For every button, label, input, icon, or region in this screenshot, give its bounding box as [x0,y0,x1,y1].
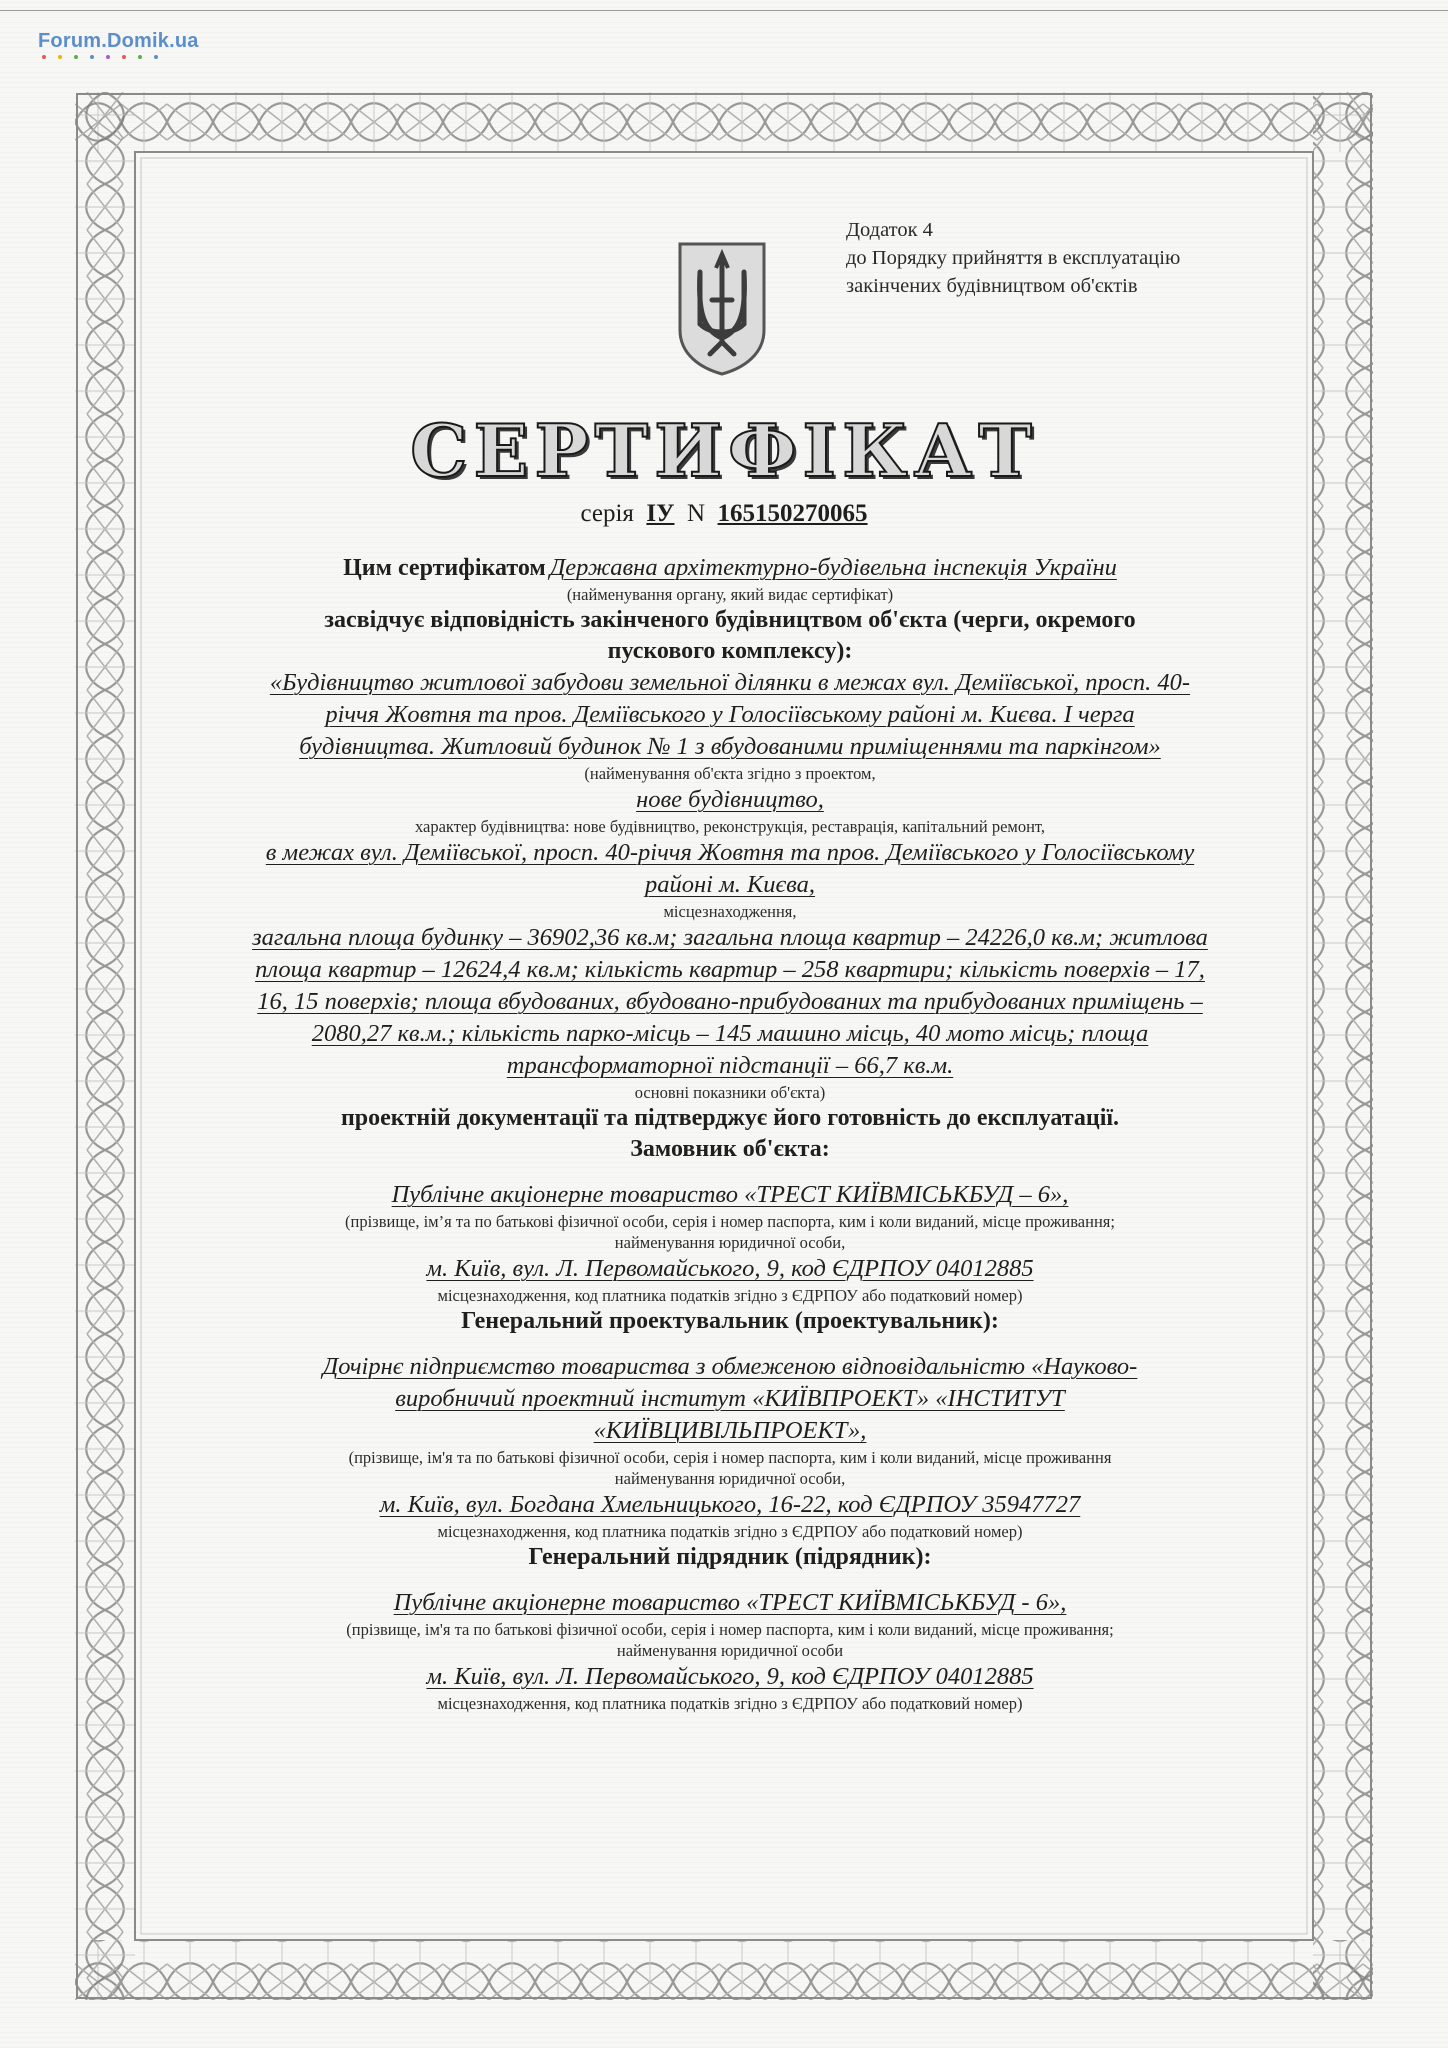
series-code: ІУ [646,500,675,527]
certificate-number: 165150270065 [717,500,868,527]
indicators-caption: основні показники об'єкта) [634,1083,826,1102]
customer-heading: Замовник об'єкта: [630,1136,830,1162]
trident-emblem-icon [672,238,772,378]
annex-note [846,216,1266,300]
annex-line: Додаток 4 [846,219,933,241]
customer-caption: найменування юридичної особи, [614,1233,846,1252]
designer-line: «КИЇВЦИВІЛЬПРОЕКТ», [593,1417,867,1444]
customer-caption: (прізвище, ім’я та по батькові фізичної особи, серія і номер паспорта, ким і коли виданий, місце проживання; [345,1212,1115,1231]
customer-caption: місцезнаходження, код платника податків згідно з ЄДРПОУ або податковий номер) [437,1286,1023,1305]
issuer-caption: (найменування органу, який видає сертифікат) [566,585,894,604]
scan-edge-line [0,10,1448,11]
contractor-heading: Генеральний підрядник (підрядник): [528,1544,932,1570]
issuer-name: Державна архітектурно-будівельна інспекція України [549,554,1117,581]
contractor-caption: найменування юридичної особи [616,1641,844,1660]
object-line: річчя Жовтня та пров. Деміївського у Голосіївському районі м. Києва. І черга [325,701,1135,728]
construction-type: нове будівництво, [636,786,824,813]
certificate-title [0,408,1448,493]
certifies-line: засвідчує відповідність закінченого будівництвом об'єкта (черги, окремого [324,607,1136,633]
location-line: в межах вул. Деміївської, просп. 40-річчя Жовтня та пров. Деміївського у Голосіївському [265,839,1195,866]
annex-line: до Порядку прийняття в експлуатацію [846,247,1181,269]
customer-name: Публічне акціонерне товариство «ТРЕСТ КИЇВМІСЬКБУД – 6», [391,1181,1069,1208]
designer-heading: Генеральний проектувальник (проектувальник): [461,1308,999,1334]
location-line: районі м. Києва, [644,871,816,898]
designer-caption: місцезнаходження, код платника податків згідно з ЄДРПОУ або податковий номер) [437,1522,1023,1541]
indicators-line: 2080,27 кв.м.; кількість парко-місць – 145 машино місць, 40 мото місць; площа [311,1020,1149,1047]
designer-caption: (прізвище, ім'я та по батькові фізичної особи, серія і номер паспорта, ким і коли виданий, місце проживання [348,1448,1112,1467]
indicators-line: загальна площа будинку – 36902,36 кв.м; загальна площа квартир – 24226,0 кв.м; житлова [252,924,1208,951]
watermark-logo [38,30,199,60]
watermark-text: Forum.Domik.ua [38,30,199,52]
indicators-line: площа квартир – 12624,4 кв.м; кількість квартир – 258 квартири; кількість поверхів – 17, [255,956,1205,983]
contractor-name: Публічне акціонерне товариство «ТРЕСТ КИЇВМІСЬКБУД - 6», [393,1589,1067,1616]
object-line: «Будівництво житлової забудови земельної ділянки в межах вул. Деміївської, просп. 40- [269,669,1191,696]
object-caption: (найменування об'єкта згідно з проектом, [584,764,876,783]
watermark-dots-icon [38,54,178,60]
certificate-body [150,548,1310,1714]
construction-caption: характер будівництва: нове будівництво, реконструкція, реставрація, капітальний ремонт, [414,817,1046,836]
conformity-statement: проектній документації та підтверджує його готовність до експлуатації. [340,1105,1120,1131]
series-label: серія [580,500,634,527]
customer-address: м. Київ, вул. Л. Первомайського, 9, код ЄДРПОУ 04012885 [426,1255,1034,1282]
contractor-caption: (прізвище, ім'я та по батькові фізичної особи, серія і номер паспорта, ким і коли виданий, місце проживання; [346,1620,1114,1639]
number-label: N [686,500,706,527]
designer-line: виробничий проектний інститут «КИЇВПРОЕКТ» «ІНСТИТУТ [395,1385,1065,1412]
issuer-lead: Цим сертифікатом [343,555,546,581]
designer-caption: найменування юридичної особи, [614,1469,846,1488]
indicators-line: 16, 15 поверхів; площа вбудованих, вбудовано-прибудованих та прибудованих приміщень – [257,988,1203,1015]
series-line [0,500,1448,528]
annex-line: закінчених будівництвом об'єктів [846,275,1138,297]
contractor-caption: місцезнаходження, код платника податків згідно з ЄДРПОУ або податковий номер) [437,1694,1023,1713]
object-line: будівництва. Житловий будинок № 1 з вбудованими приміщеннями та паркінгом» [299,733,1161,760]
certifies-line: пускового комплексу): [607,638,853,664]
location-caption: місцезнаходження, [663,902,797,921]
designer-address: м. Київ, вул. Богдана Хмельницького, 16-22, код ЄДРПОУ 35947727 [379,1491,1081,1518]
certificate-title-text: СЕРТИФІКАТ [410,408,1038,493]
contractor-address: м. Київ, вул. Л. Первомайського, 9, код ЄДРПОУ 04012885 [426,1663,1034,1690]
indicators-line: трансформаторної підстанції – 66,7 кв.м. [506,1052,954,1079]
designer-line: Дочірнє підприємство товариства з обмеженою відповідальністю «Науково- [322,1353,1138,1380]
